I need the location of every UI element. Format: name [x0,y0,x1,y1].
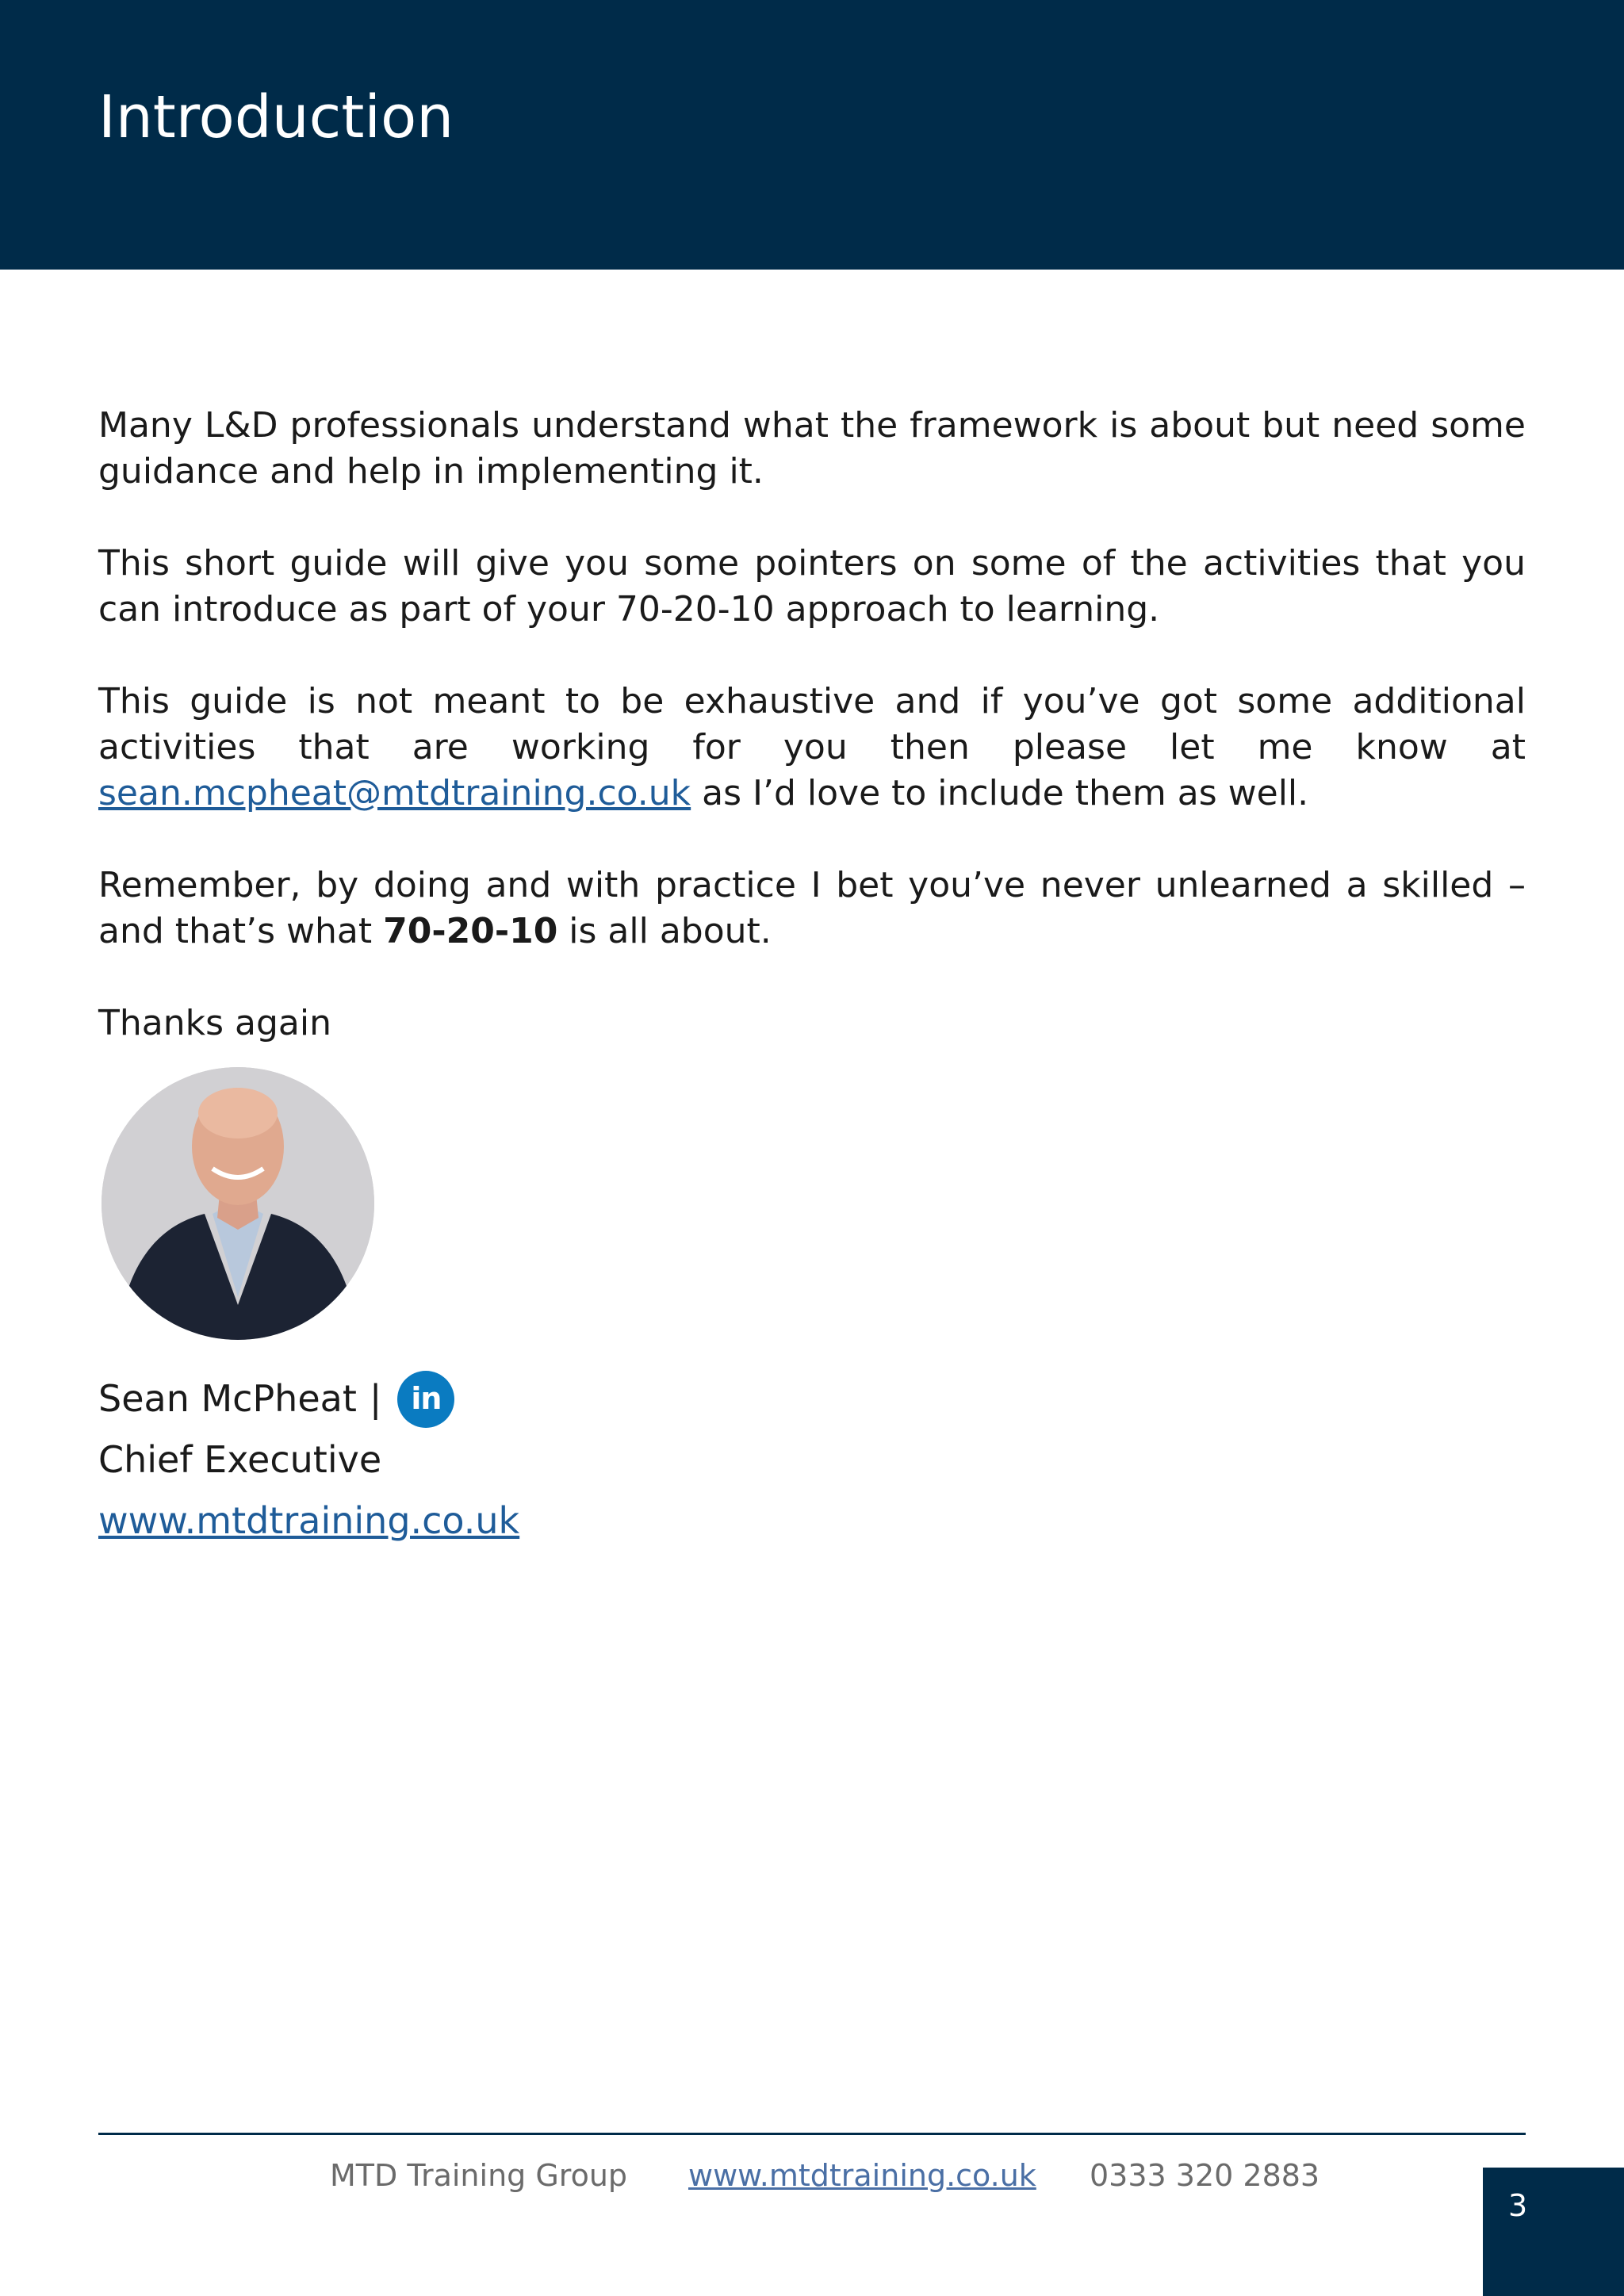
footer-phone: 0333 320 2883 [1090,2158,1320,2193]
paragraph-contact-text: This guide is not meant to be exhaustive and if you’ve got some additional activities that are working for you then please let me know at [98,681,1526,767]
paragraph-contact-text-end: as I’d love to include them as well. [691,773,1309,813]
author-name: Sean McPheat [98,1377,357,1420]
paragraph-intro: Many L&D professionals understand what the framework is about but need some guidance and help in implementing it. [98,405,1526,492]
author-website-link[interactable]: www.mtdtraining.co.uk [98,1499,520,1542]
portrait-image [102,1067,374,1340]
signature-block [98,1368,1526,1552]
page-number-box [1483,2168,1624,2296]
page-number: 3 [1508,2188,1528,2223]
footer-company: MTD Training Group [330,2158,628,2193]
author-portrait [102,1067,374,1340]
footer-divider [98,2133,1526,2135]
body-content [98,403,1526,1552]
paragraph-remember [98,863,1526,955]
author-role: Chief Executive [98,1438,382,1481]
header-band [0,0,1624,270]
email-link[interactable]: sean.mcpheat@mtdtraining.co.uk [98,773,691,813]
closing-text: Thanks again [98,1003,331,1043]
footer-website-link[interactable]: www.mtdtraining.co.uk [688,2158,1036,2193]
paragraph-remember-text-end: is all about. [557,911,772,951]
paragraph-guide: This short guide will give you some pointers on some of the activities that you can introduce as part of your 70-20-10 approach to learning. [98,543,1526,629]
linkedin-icon[interactable]: in [397,1371,454,1428]
paragraph-remember-text: Remember, by doing and with practice I bet you’ve never unlearned a skilled – and that’s what [98,865,1526,951]
paragraph-contact [98,679,1526,817]
signature-name-line [98,1368,1526,1429]
name-separator: | [369,1377,382,1420]
bold-framework-name: 70-20-10 [383,911,558,951]
page-title: Introduction [98,83,454,151]
